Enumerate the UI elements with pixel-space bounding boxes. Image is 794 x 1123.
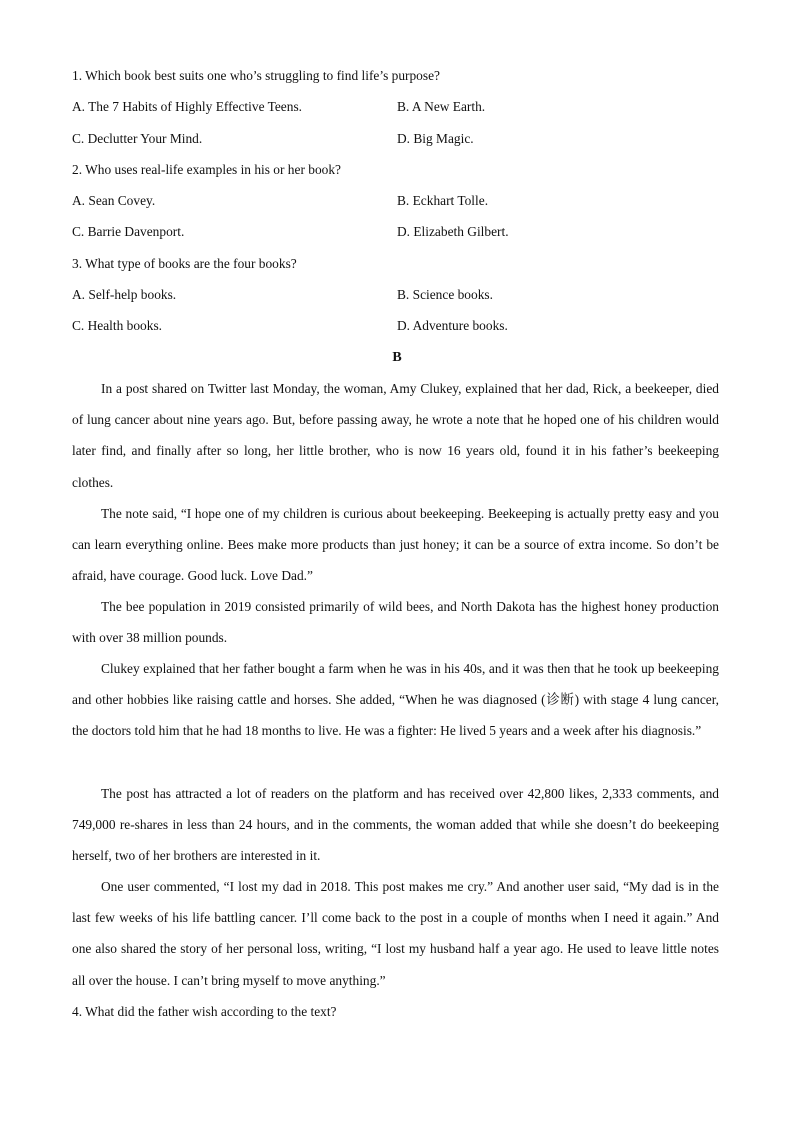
passage-paragraph-1: In a post shared on Twitter last Monday, the woman, Amy Clukey, explained that her dad, Rick, a beekeeper, died of lung cancer about nine years ago. But, before passing away, he wrote a note that he hoped one of his children would later find, and finally after so long, her little brother, who is now 16 years old, found it in his father’s beekeeping clothes. (72, 381, 719, 490)
question-1-option-b: B. A New Earth. (397, 99, 486, 114)
passage-paragraph-2: The note said, “I hope one of my children is curious about beekeeping. Beekeeping is actually pretty easy and you can learn everything online. Bees make more products than just honey; it can be a source of extra income. So don’t be afraid, have courage. Good luck. Love Dad.” (72, 506, 719, 584)
question-4-stem: 4. What did the father wish according to the text? (72, 1004, 337, 1019)
question-2-option-b: B. Eckhart Tolle. (397, 193, 489, 208)
passage-paragraph-6: One user commented, “I lost my dad in 2018. This post makes me cry.” And another user said, “My dad is in the last few weeks of his life battling cancer. I’ll come back to the post in a couple of months when I need it again.” And one also shared the story of her personal loss, writing, “I lost my husband half a year ago. He used to leave little notes all over the house. I can’t bring myself to move anything.” (72, 879, 719, 988)
question-3-option-d: D. Adventure books. (397, 318, 508, 333)
passage-paragraph-3: The bee population in 2019 consisted primarily of wild bees, and North Dakota has the highest honey production with over 38 million pounds. (72, 599, 719, 646)
question-3-option-b: B. Science books. (397, 287, 493, 302)
question-2-option-d: D. Elizabeth Gilbert. (397, 224, 509, 239)
section-b-heading: B (392, 350, 402, 365)
question-1-stem: 1. Which book best suits one who’s struggling to find life’s purpose? (72, 68, 440, 83)
question-3-stem: 3. What type of books are the four books? (72, 256, 297, 271)
question-1-option-c: C. Declutter Your Mind. (72, 131, 203, 146)
question-3-option-a: A. Self-help books. (72, 287, 177, 302)
question-3-option-c: C. Health books. (72, 318, 163, 333)
question-2-option-c: C. Barrie Davenport. (72, 224, 185, 239)
passage-paragraph-5: The post has attracted a lot of readers on the platform and has received over 42,800 likes, 2,333 comments, and 749,000 re-shares in less than 24 hours, and in the comments, the woman added that while she doesn’t do beekeeping herself, two of her brothers are interested in it. (72, 786, 719, 864)
question-2-stem: 2. Who uses real-life examples in his or her book? (72, 162, 341, 177)
question-2-option-a: A. Sean Covey. (72, 193, 156, 208)
question-1-option-d: D. Big Magic. (397, 131, 474, 146)
question-1-option-a: A. The 7 Habits of Highly Effective Teens. (72, 99, 302, 114)
passage-paragraph-4: Clukey explained that her father bought a farm when he was in his 40s, and it was then that he took up beekeeping and other hobbies like raising cattle and horses. She added, “When he was diagnosed (诊断) with stage 4 lung cancer, the doctors told him that he had 18 months to live. He was a fighter: He lived 5 years and a week after his diagnosis.” (72, 661, 719, 739)
